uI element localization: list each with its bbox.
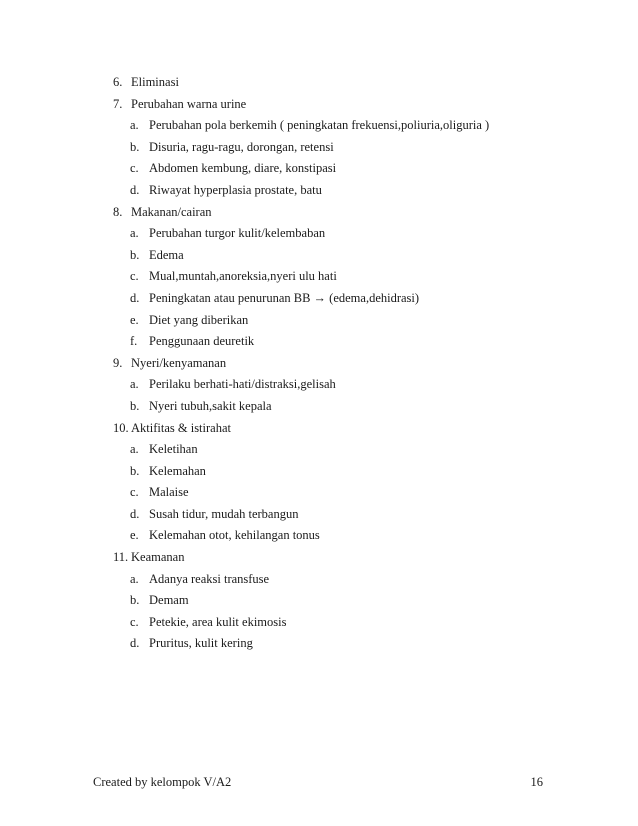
item-marker: d. [130,506,140,521]
item-text: Kelemahan [149,463,206,478]
item-marker: a. [130,226,139,241]
list-item [0,418,638,440]
item-marker: 7. [113,96,123,111]
sub-list-item [0,612,638,634]
item-text: Eliminasi [131,75,179,89]
item-marker: b. [130,247,140,262]
item-text: Penggunaan deuretik [149,334,255,349]
item-marker: 6. [113,75,123,89]
sub-list-item [0,504,638,526]
item-text: Nyeri/kenyamanan [131,355,227,370]
item-marker: d. [130,290,140,305]
item-marker: b. [130,463,140,478]
item-marker: a. [130,442,139,457]
item-text: Kelemahan otot, kehilangan tonus [149,528,320,543]
item-marker: d. [130,636,140,651]
item-text: Abdomen kembung, diare, konstipasi [149,161,337,176]
sub-list-item [0,180,638,202]
item-text: Edema [149,247,184,262]
sub-list-item [0,158,638,180]
sub-list-item [0,223,638,245]
sub-list-item [0,137,638,159]
item-text: Aktifitas & istirahat [131,420,231,435]
item-marker: b. [130,139,140,154]
item-marker: 8. [113,204,123,219]
sub-list-item [0,569,638,591]
item-text: Adanya reaksi transfuse [149,571,270,586]
item-marker: a. [130,377,139,392]
sub-list-item [0,310,638,332]
item-text: Perubahan warna urine [131,96,247,111]
sub-list-item [0,288,638,310]
list-item [0,353,638,375]
page-number: 16 [530,775,543,789]
item-marker: e. [130,528,139,543]
item-marker: f. [130,334,138,349]
sub-list-item [0,115,638,137]
item-text: Demam [149,593,189,608]
item-marker: e. [130,312,139,327]
sub-list-item [0,396,638,418]
item-text: Petekie, area kulit ekimosis [149,614,287,629]
item-text: Malaise [149,485,189,500]
item-text: Keamanan [131,550,185,565]
item-text: Nyeri tubuh,sakit kepala [149,398,272,413]
assessment-list [0,72,638,655]
item-marker: d. [130,182,140,197]
item-marker: c. [130,614,139,629]
item-marker: a. [130,118,139,133]
sub-list-item [0,461,638,483]
list-item [0,202,638,224]
sub-list-item [0,590,638,612]
item-text: Perilaku berhati-hati/distraksi,gelisah [149,377,336,392]
list-item [0,547,638,569]
item-text: Mual,muntah,anoreksia,nyeri ulu hati [149,269,337,284]
list-item [0,72,638,94]
page-footer [93,772,543,792]
sub-list-item [0,245,638,267]
list-item [0,94,638,116]
sub-list-item [0,525,638,547]
item-marker: b. [130,593,140,608]
item-text: Keletihan [149,442,198,457]
item-text: Perubahan turgor kulit/kelembaban [149,226,326,241]
footer-credit: Created by kelompok V/A2 [93,775,232,789]
item-marker: b. [130,398,140,413]
item-marker: c. [130,485,139,500]
sub-list-item [0,633,638,655]
item-text: Susah tidur, mudah terbangun [149,506,299,521]
sub-list-item [0,482,638,504]
item-text: Peningkatan atau penurunan BB → (edema,dehidrasi) [149,290,420,305]
item-marker: a. [130,571,139,586]
item-text: Diet yang diberikan [149,312,249,327]
item-marker: 10. [113,420,129,435]
item-text: Riwayat hyperplasia prostate, batu [149,182,322,197]
item-marker: c. [130,269,139,284]
sub-list-item [0,374,638,396]
item-text: Disuria, ragu-ragu, dorongan, retensi [149,139,334,154]
item-marker: c. [130,161,139,176]
sub-list-item [0,331,638,353]
item-marker: 9. [113,355,123,370]
sub-list-item [0,439,638,461]
item-marker: 11. [113,550,129,565]
item-text: Makanan/cairan [131,204,212,219]
item-text: Pruritus, kulit kering [149,636,253,651]
sub-list-item [0,266,638,288]
item-text: Perubahan pola berkemih ( peningkatan frekuensi,poliuria,oliguria ) [149,118,490,133]
